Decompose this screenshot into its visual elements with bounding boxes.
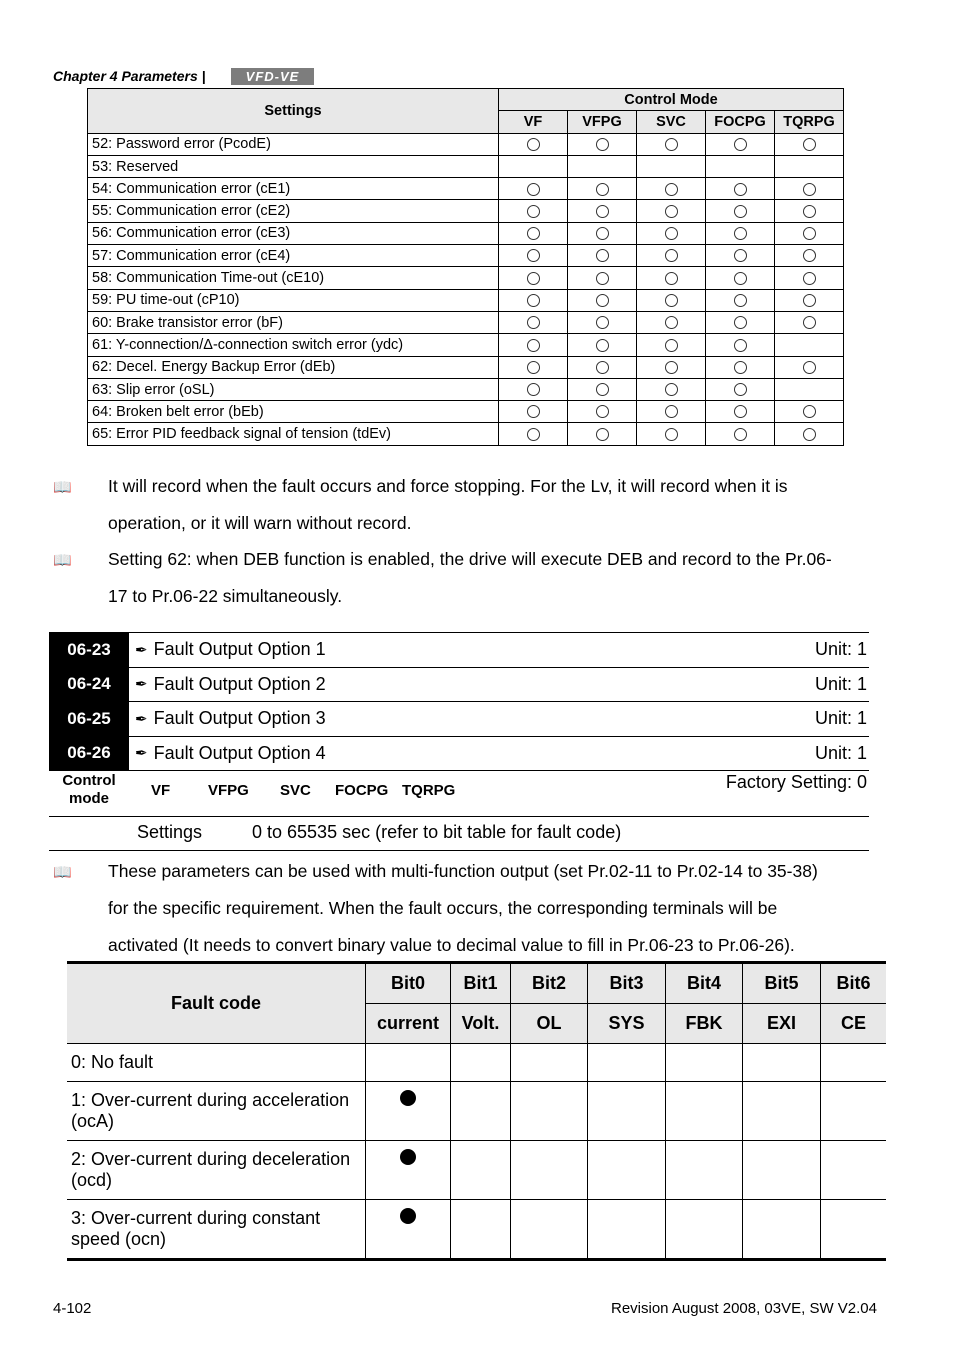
supported-circle-icon [596, 227, 609, 240]
mode-cell [775, 245, 844, 267]
supported-circle-icon [527, 249, 540, 262]
bit-header: Bit4 [666, 963, 743, 1004]
mode-cell [706, 222, 775, 244]
bit-cell [588, 1200, 666, 1260]
bit-set-dot-icon [400, 1149, 416, 1165]
fault-code-header: Fault code [67, 963, 366, 1044]
mode-cell [775, 178, 844, 200]
supported-circle-icon [665, 339, 678, 352]
bit-cell [588, 1082, 666, 1141]
bit-set-dot-icon [400, 1090, 416, 1106]
mode-cell [706, 267, 775, 289]
mode-cell [706, 133, 775, 155]
supported-circle-icon [803, 405, 816, 418]
note-text: 17 to Pr.06-22 simultaneously. [108, 586, 343, 606]
mode-cell [637, 245, 706, 267]
mode-header: SVC [637, 111, 706, 133]
bit-name: SYS [588, 1004, 666, 1044]
supported-circle-icon [527, 339, 540, 352]
supported-circle-icon [734, 138, 747, 151]
bit-cell [366, 1082, 451, 1141]
mode-cell [637, 267, 706, 289]
mode-cell [637, 334, 706, 356]
parameter-name: Fault Output Option 2 [153, 673, 326, 694]
mode-header: FOCPG [706, 111, 775, 133]
note-text: activated (It needs to convert binary value to decimal value to fill in Pr.06-23 to Pr.06-26). [108, 935, 795, 955]
mode-cell [775, 378, 844, 400]
control-mode-row [49, 768, 869, 817]
bit-name: OL [511, 1004, 588, 1044]
bit-name: current [366, 1004, 451, 1044]
supported-circle-icon [527, 205, 540, 218]
bit-cell [511, 1141, 588, 1200]
note-text: It will record when the fault occurs and force stopping. For the Lv, it will record when it is [108, 476, 788, 496]
mode-cell [499, 423, 568, 445]
parameter-name: Fault Output Option 3 [153, 708, 326, 729]
bit-name: CE [821, 1004, 887, 1044]
mode-cell [637, 356, 706, 378]
supported-circle-icon [734, 249, 747, 262]
supported-circle-icon [527, 316, 540, 329]
bit-cell [666, 1200, 743, 1260]
parameter-code: 06-25 [49, 702, 129, 736]
parameter-row [49, 737, 869, 772]
bit-header: Bit5 [743, 963, 821, 1004]
fault-label: 52: Password error (PcodE) [88, 133, 499, 155]
supported-circle-icon [665, 361, 678, 374]
fault-code-label: 0: No fault [67, 1044, 366, 1082]
bit-cell [743, 1082, 821, 1141]
mode-cell [568, 401, 637, 423]
mode-cell [706, 334, 775, 356]
mode-cell [637, 133, 706, 155]
mode-cell [706, 245, 775, 267]
mode-vf: VF [151, 782, 171, 799]
supported-circle-icon [527, 428, 540, 441]
bit-header: Bit2 [511, 963, 588, 1004]
bit-cell [743, 1141, 821, 1200]
parameter-unit: Unit: 1 [814, 708, 867, 729]
fault-label: 58: Communication Time-out (cE10) [88, 267, 499, 289]
fault-label: 56: Communication error (cE3) [88, 222, 499, 244]
supported-circle-icon [596, 428, 609, 441]
supported-circle-icon [596, 138, 609, 151]
supported-circle-icon [527, 294, 540, 307]
fault-label: 55: Communication error (cE2) [88, 200, 499, 222]
mode-cell [706, 311, 775, 333]
book-icon: 📖 [53, 864, 72, 881]
note-block-2 [53, 541, 903, 615]
fault-code-row [67, 1082, 886, 1141]
supported-circle-icon [596, 294, 609, 307]
mode-cell [568, 423, 637, 445]
mode-cell [706, 423, 775, 445]
supported-circle-icon [734, 361, 747, 374]
parameter-code: 06-24 [49, 668, 129, 702]
mode-cell [568, 222, 637, 244]
mode-cell [637, 289, 706, 311]
bit-header: Bit6 [821, 963, 887, 1004]
fault-row [88, 133, 844, 155]
mode-cell [568, 378, 637, 400]
fault-label: 60: Brake transistor error (bF) [88, 311, 499, 333]
parameter-row [49, 702, 869, 737]
parameter-name: Fault Output Option 4 [153, 742, 326, 763]
mode-vfpg: VFPG [208, 782, 249, 799]
fault-row [88, 245, 844, 267]
parameter-unit: Unit: 1 [814, 742, 867, 763]
mode-cell [775, 401, 844, 423]
mode-cell [568, 311, 637, 333]
supported-circle-icon [734, 205, 747, 218]
supported-circle-icon [734, 383, 747, 396]
settings-label: Settings [137, 822, 203, 842]
supported-circle-icon [665, 138, 678, 151]
mode-cell [499, 245, 568, 267]
mode-cell [637, 311, 706, 333]
mode-cell [499, 378, 568, 400]
bit-cell [666, 1082, 743, 1141]
supported-circle-icon [734, 339, 747, 352]
note-block-1 [53, 468, 903, 542]
note-text: These parameters can be used with multi-function output (set Pr.02-11 to Pr.02-14 to 35-38) [108, 861, 818, 881]
supported-circle-icon [803, 428, 816, 441]
factory-setting: Factory Setting: 0 [725, 772, 867, 792]
settings-value: 0 to 65535 sec (refer to bit table for fault code) [252, 822, 622, 842]
mode-cell [775, 289, 844, 311]
fault-row [88, 222, 844, 244]
mode-cell [568, 245, 637, 267]
supported-circle-icon [527, 227, 540, 240]
mode-cell [775, 423, 844, 445]
bit-cell [588, 1141, 666, 1200]
settings-row [49, 818, 869, 851]
supported-circle-icon [734, 227, 747, 240]
fault-record-table [87, 88, 844, 446]
mode-header: TQRPG [775, 111, 844, 133]
supported-circle-icon [734, 428, 747, 441]
supported-circle-icon [665, 249, 678, 262]
bit-cell [451, 1141, 511, 1200]
mode-cell [775, 133, 844, 155]
fault-code-label: 2: Over-current during deceleration (ocd) [67, 1141, 366, 1200]
bit-set-dot-icon [400, 1208, 416, 1224]
bit-name: FBK [666, 1004, 743, 1044]
parameter-unit: Unit: 1 [814, 639, 867, 660]
fault-row [88, 289, 844, 311]
supported-circle-icon [803, 361, 816, 374]
mode-cell [568, 334, 637, 356]
mode-cell [706, 178, 775, 200]
supported-circle-icon [803, 227, 816, 240]
supported-circle-icon [527, 405, 540, 418]
mode-cell [499, 311, 568, 333]
supported-circle-icon [596, 183, 609, 196]
supported-circle-icon [665, 227, 678, 240]
mode-cell [568, 356, 637, 378]
mode-cell [706, 155, 775, 177]
supported-circle-icon [527, 138, 540, 151]
supported-circle-icon [527, 183, 540, 196]
bit-cell [366, 1141, 451, 1200]
supported-circle-icon [665, 183, 678, 196]
note-text: operation, or it will warn without record. [108, 513, 412, 533]
mode-cell [568, 133, 637, 155]
supported-circle-icon [596, 316, 609, 329]
book-icon: 📖 [53, 552, 72, 569]
fault-label: 53: Reserved [88, 155, 499, 177]
parameter-name: Fault Output Option 1 [153, 639, 326, 660]
page-number: 4-102 [53, 1300, 92, 1317]
mode-cell [637, 222, 706, 244]
vfd-ve-logo: VFD-VE [231, 68, 314, 85]
bit-cell [451, 1082, 511, 1141]
fault-label: 61: Y-connection/Δ-connection switch error (ydc) [88, 334, 499, 356]
bit-header: Bit3 [588, 963, 666, 1004]
pencil-icon: ✒ [135, 676, 148, 694]
fault-row [88, 311, 844, 333]
book-icon: 📖 [53, 479, 72, 496]
fault-label: 63: Slip error (oSL) [88, 378, 499, 400]
bit-cell [588, 1044, 666, 1082]
bit-cell [511, 1082, 588, 1141]
bit-cell [821, 1082, 887, 1141]
supported-circle-icon [734, 316, 747, 329]
fault-bit-table [67, 961, 886, 1261]
parameter-code: 06-23 [49, 633, 129, 667]
bit-cell [366, 1044, 451, 1082]
bit-cell [451, 1044, 511, 1082]
mode-cell [637, 378, 706, 400]
mode-cell [706, 401, 775, 423]
bit-cell [743, 1044, 821, 1082]
bit-cell [666, 1141, 743, 1200]
mode-cell [775, 311, 844, 333]
fault-row [88, 200, 844, 222]
mode-cell [568, 200, 637, 222]
mode-cell [499, 267, 568, 289]
supported-circle-icon [527, 383, 540, 396]
fault-row [88, 178, 844, 200]
bit-cell [821, 1044, 887, 1082]
supported-circle-icon [734, 272, 747, 285]
mode-cell [499, 222, 568, 244]
bit-cell [511, 1044, 588, 1082]
fault-row [88, 356, 844, 378]
supported-circle-icon [803, 183, 816, 196]
supported-circle-icon [665, 405, 678, 418]
bit-cell [366, 1200, 451, 1260]
mode-cell [568, 289, 637, 311]
mode-cell [499, 155, 568, 177]
fault-label: 57: Communication error (cE4) [88, 245, 499, 267]
parameter-list [49, 632, 869, 771]
fault-label: 62: Decel. Energy Backup Error (dEb) [88, 356, 499, 378]
parameter-code: 06-26 [49, 737, 129, 771]
supported-circle-icon [527, 272, 540, 285]
control-mode-label: Control mode [62, 772, 116, 807]
fault-label: 65: Error PID feedback signal of tension (tdEv) [88, 423, 499, 445]
fault-code-row [67, 1044, 886, 1082]
mode-svc: SVC [280, 782, 311, 799]
supported-circle-icon [803, 138, 816, 151]
bit-name: Volt. [451, 1004, 511, 1044]
supported-circle-icon [734, 183, 747, 196]
supported-circle-icon [596, 339, 609, 352]
mode-cell [499, 334, 568, 356]
mode-cell [637, 200, 706, 222]
supported-circle-icon [665, 316, 678, 329]
mode-cell [568, 178, 637, 200]
mode-cell [499, 401, 568, 423]
pencil-icon: ✒ [135, 745, 148, 763]
mode-cell [499, 356, 568, 378]
control-mode-header: Control Mode [499, 89, 844, 111]
supported-circle-icon [665, 428, 678, 441]
supported-circle-icon [734, 294, 747, 307]
supported-circle-icon [803, 249, 816, 262]
fault-label: 54: Communication error (cE1) [88, 178, 499, 200]
fault-row [88, 378, 844, 400]
supported-circle-icon [527, 361, 540, 374]
bit-cell [821, 1141, 887, 1200]
mode-cell [775, 222, 844, 244]
parameter-row [49, 668, 869, 703]
mode-cell [637, 401, 706, 423]
chapter-header: Chapter 4 Parameters | [53, 68, 206, 84]
supported-circle-icon [734, 405, 747, 418]
bit-cell [511, 1200, 588, 1260]
supported-circle-icon [803, 272, 816, 285]
fault-row [88, 334, 844, 356]
mode-focpg: FOCPG [335, 782, 389, 799]
bit-header: Bit0 [366, 963, 451, 1004]
pencil-icon: ✒ [135, 710, 148, 728]
fault-code-label: 1: Over-current during acceleration (ocA) [67, 1082, 366, 1141]
mode-cell [706, 378, 775, 400]
mode-cell [775, 356, 844, 378]
supported-circle-icon [596, 361, 609, 374]
pencil-icon: ✒ [135, 641, 148, 659]
parameter-unit: Unit: 1 [814, 673, 867, 694]
fault-row [88, 267, 844, 289]
supported-circle-icon [596, 383, 609, 396]
fault-label: 59: PU time-out (cP10) [88, 289, 499, 311]
fault-label: 64: Broken belt error (bEb) [88, 401, 499, 423]
mode-cell [706, 200, 775, 222]
mode-cell [706, 289, 775, 311]
note-text: for the specific requirement. When the fault occurs, the corresponding terminals will be [108, 898, 778, 918]
bit-header: Bit1 [451, 963, 511, 1004]
supported-circle-icon [665, 272, 678, 285]
note-text: Setting 62: when DEB function is enabled, the drive will execute DEB and record to the Pr.06- [108, 549, 832, 569]
fault-row [88, 401, 844, 423]
supported-circle-icon [596, 272, 609, 285]
mode-cell [706, 356, 775, 378]
mode-cell [499, 133, 568, 155]
mode-cell [499, 178, 568, 200]
mode-tqrpg: TQRPG [402, 782, 456, 799]
fault-code-label: 3: Over-current during constant speed (ocn) [67, 1200, 366, 1260]
bit-cell [451, 1200, 511, 1260]
supported-circle-icon [665, 383, 678, 396]
revision-text: Revision August 2008, 03VE, SW V2.04 [611, 1300, 877, 1317]
mode-header: VFPG [568, 111, 637, 133]
supported-circle-icon [803, 316, 816, 329]
mode-cell [775, 334, 844, 356]
fault-row [88, 423, 844, 445]
mode-cell [775, 200, 844, 222]
mode-cell [775, 267, 844, 289]
mode-cell [637, 178, 706, 200]
note-block-3 [53, 853, 903, 964]
fault-row [88, 155, 844, 177]
supported-circle-icon [803, 294, 816, 307]
mode-cell [775, 155, 844, 177]
fault-code-row [67, 1200, 886, 1260]
bit-cell [821, 1200, 887, 1260]
parameter-row [49, 633, 869, 668]
settings-header: Settings [88, 89, 499, 134]
bit-cell [666, 1044, 743, 1082]
mode-cell [568, 155, 637, 177]
supported-circle-icon [665, 205, 678, 218]
bit-name: EXI [743, 1004, 821, 1044]
supported-circle-icon [596, 205, 609, 218]
mode-cell [637, 155, 706, 177]
mode-cell [499, 200, 568, 222]
mode-cell [499, 289, 568, 311]
mode-header: VF [499, 111, 568, 133]
supported-circle-icon [596, 405, 609, 418]
mode-cell [568, 267, 637, 289]
supported-circle-icon [665, 294, 678, 307]
fault-code-row [67, 1141, 886, 1200]
mode-cell [637, 423, 706, 445]
supported-circle-icon [803, 205, 816, 218]
bit-cell [743, 1200, 821, 1260]
supported-circle-icon [596, 249, 609, 262]
